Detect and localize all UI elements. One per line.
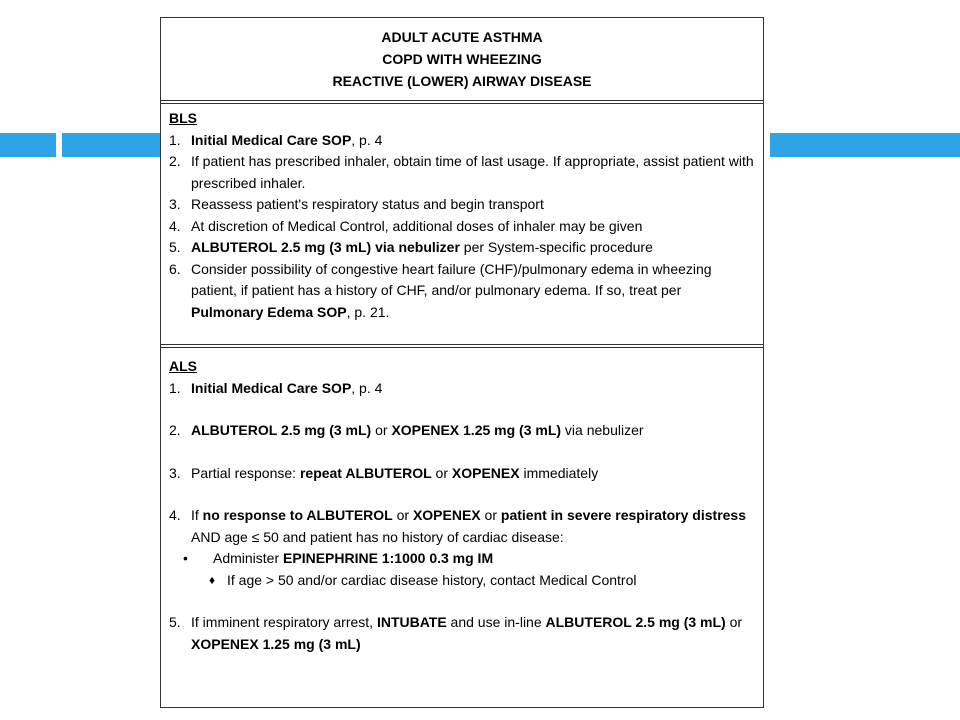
protocol-title [161,18,763,101]
accent-bar-right [770,133,960,157]
als-item-4-bullet: • Administer EPINEPHRINE 1:1000 0.3 mg IM [183,548,755,570]
bls-item-2: 2. If patient has prescribed inhaler, obtain time of last usage. If appropriate, assist patient with prescribed inhaler. [169,153,754,191]
title-line-1: ADULT ACUTE ASTHMA [381,29,543,45]
als-section [161,348,763,659]
als-item-4-subbullet: ♦ If age > 50 and/or cardiac disease history, contact Medical Control [209,570,755,592]
accent-bar-left-small [0,133,56,157]
accent-bar-left [62,133,160,157]
bls-section [161,104,763,345]
protocol-document [160,17,764,708]
als-item-3: 3. Partial response: repeat ALBUTEROL or XOPENEX immediately [169,464,599,481]
als-heading: ALS [169,358,197,374]
als-item-2: 2. ALBUTEROL 2.5 mg (3 mL) or XOPENEX 1.25 mg (3 mL) via nebulizer [169,422,644,438]
als-item-5: 5. If imminent respiratory arrest, INTUBATE and use in-line ALBUTEROL 2.5 mg (3 mL) or XOPENEX 1.25 mg (3 mL) [169,614,743,652]
bls-item-3: 3. Reassess patient's respiratory status and begin transport [169,196,544,212]
bls-heading: BLS [169,110,197,126]
bullet-icon: • [183,550,188,566]
als-item-4: 4. If no response to ALBUTEROL or XOPENEX or patient in severe respiratory distress AND age ≤ 50 and patient has no history of cardiac disease: [169,507,746,545]
title-line-3: REACTIVE (LOWER) AIRWAY DISEASE [332,73,592,89]
bls-item-5: 5. ALBUTEROL 2.5 mg (3 mL) via nebulizer per System-specific procedure [169,239,653,255]
als-item-1: 1. Initial Medical Care SOP, p. 4 [169,379,383,396]
diamond-bullet-icon: ♦ [209,572,216,587]
bls-item-6: 6. Consider possibility of congestive heart failure (CHF)/pulmonary edema in wheezing patient, if patient has a history of CHF, and/or pulmonary edema. If so, treat per Pulmonary Edema SOP, p. 21. [169,260,712,320]
bls-item-1: 1. Initial Medical Care SOP, p. 4 [169,131,383,148]
title-line-2: COPD WITH WHEEZING [382,51,542,67]
bls-item-4: 4. At discretion of Medical Control, additional doses of inhaler may be given [169,217,643,234]
